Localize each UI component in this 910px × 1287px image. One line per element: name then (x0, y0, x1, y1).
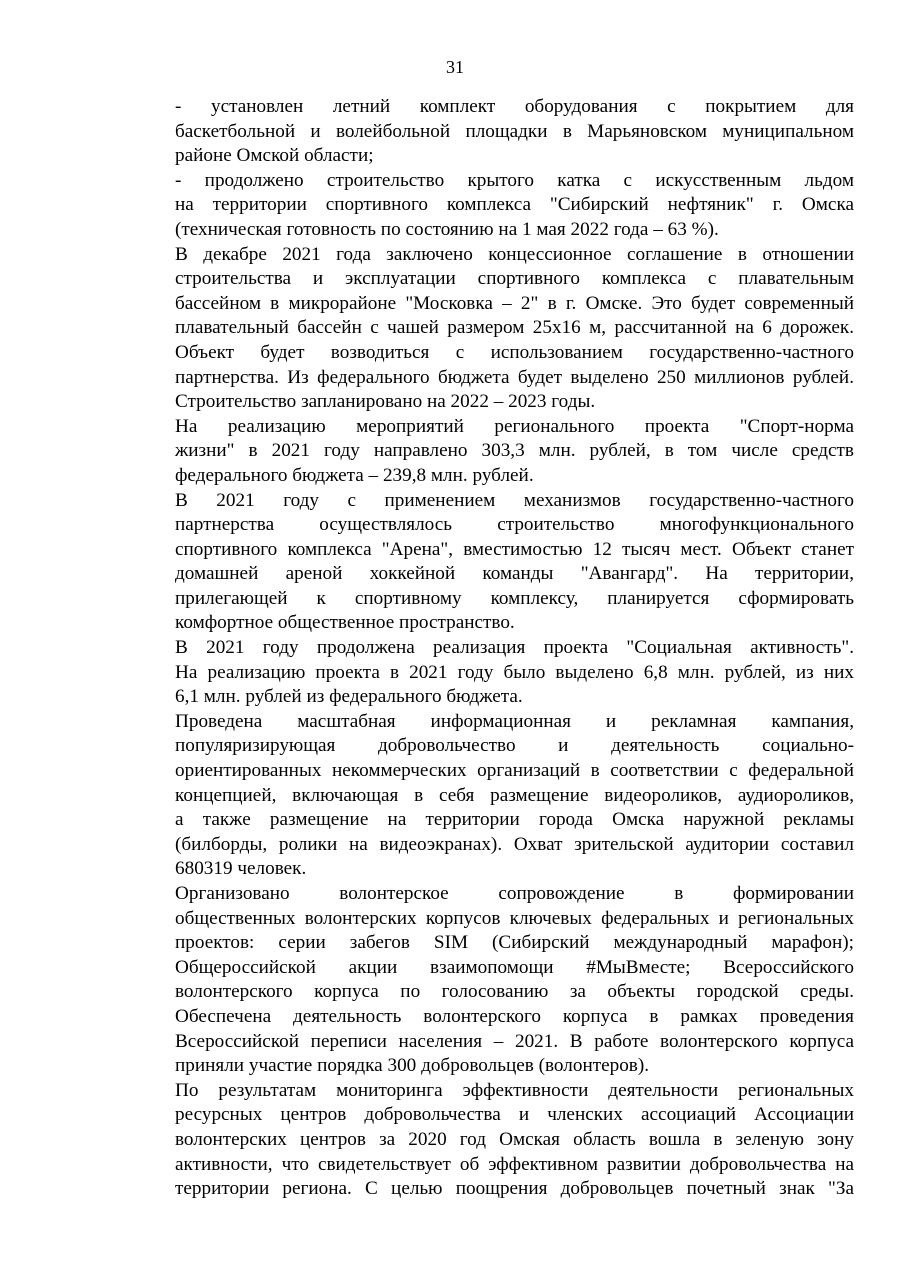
text-line: бассейном в микрорайоне "Московка – 2" в г. Омске. Это будет современный (175, 292, 854, 314)
paragraph (122, 1079, 854, 1202)
text-line: активности, что свидетельствует об эффективном развитии добровольчества на (175, 1153, 854, 1175)
text-line: Объект будет возводиться с использованием государственно-частного (175, 341, 854, 363)
paragraph (122, 882, 854, 1079)
text-line: спортивного комплекса "Арена", вместимостью 12 тысяч мест. Объект станет (175, 538, 854, 560)
text-line: В 2021 году продолжена реализация проекта "Социальная активность". (175, 637, 854, 659)
text-line: 680319 человек. (175, 858, 307, 880)
text-line: партнерства осуществлялось строительство многофункционального (175, 514, 854, 536)
text-line: домашней ареной хоккейной команды "Авангард". На территории, (175, 563, 854, 585)
text-line: В декабре 2021 года заключено концессионное соглашение в отношении (175, 243, 854, 265)
paragraph (122, 489, 854, 637)
text-line: В 2021 году с применением механизмов государственно-частного (175, 489, 854, 511)
text-line: общественных волонтерских корпусов ключевых федеральных и региональных (175, 907, 854, 929)
text-line: строительства и эксплуатации спортивного комплекса с плавательным (175, 268, 854, 290)
text-line: а также размещение на территории города Омска наружной рекламы (175, 809, 854, 831)
text-line: ресурсных центров добровольчества и членских ассоциаций Ассоциации (175, 1104, 854, 1126)
text-line: ориентированных некоммерческих организаций в соответствии с федеральной (175, 760, 854, 782)
text-line: на территории спортивного комплекса "Сибирский нефтяник" г. Омска (175, 194, 854, 216)
paragraph (122, 636, 854, 710)
text-line: прилегающей к спортивному комплексу, планируется сформировать (175, 587, 854, 609)
paragraph (122, 243, 854, 415)
text-line: приняли участие порядка 300 добровольцев (волонтеров). (175, 1055, 650, 1077)
paragraph (122, 95, 854, 169)
text-line: Проведена масштабная информационная и рекламная кампания, (175, 710, 854, 732)
text-line: жизни" в 2021 году направлено 303,3 млн. рублей, в том числе средств (175, 440, 854, 462)
page-number: 31 (446, 57, 464, 77)
text-line: Обеспечена деятельность волонтерского корпуса в рамках проведения (175, 1005, 854, 1027)
paragraph (122, 169, 854, 243)
text-line: По результатам мониторинга эффективности деятельности региональных (175, 1079, 854, 1101)
text-line: баскетбольной и волейбольной площадки в Марьяновском муниципальном (175, 120, 854, 142)
text-line: районе Омской области; (175, 145, 374, 167)
text-line: Общероссийской акции взаимопомощи #МыВместе; Всероссийского (175, 956, 854, 978)
text-line: проектов: серии забегов SIM (Сибирский международный марафон); (175, 932, 854, 954)
text-line: территории региона. С целью поощрения добровольцев почетный знак "За (175, 1178, 854, 1200)
text-line: плавательный бассейн с чашей размером 25х16 м, рассчитанной на 6 дорожек. (175, 317, 854, 339)
paragraph (122, 415, 854, 489)
paragraph (122, 710, 854, 882)
text-line: (техническая готовность по состоянию на 1 мая 2022 года – 63 %). (175, 218, 719, 240)
text-line: Всероссийской переписи населения – 2021. В работе волонтерского корпуса (175, 1030, 854, 1052)
text-line: - установлен летний комплект оборудования с покрытием для (175, 96, 854, 117)
text-line: партнерства. Из федерального бюджета будет выделено 250 миллионов рублей. (175, 366, 854, 388)
text-line: - продолжено строительство крытого катка с искусственным льдом (175, 169, 854, 191)
text-line: волонтерских центров за 2020 год Омская область вошла в зеленую зону (175, 1128, 854, 1150)
text-line: концепцией, включающая в себя размещение видеороликов, аудиороликов, (175, 784, 854, 806)
text-line: волонтерского корпуса по голосованию за объекты городской среды. (175, 981, 854, 1003)
text-line: На реализацию проекта в 2021 году было выделено 6,8 млн. рублей, из них (175, 661, 854, 683)
text-line: популяризирующая добровольчество и деятельность социально- (175, 735, 854, 757)
text-line: Строительство запланировано на 2022 – 2023 годы. (175, 391, 596, 413)
text-line: 6,1 млн. рублей из федерального бюджета. (175, 686, 523, 708)
document-body (122, 95, 854, 1202)
text-line: комфортное общественное пространство. (175, 612, 515, 634)
text-line: На реализацию мероприятий регионального проекта "Спорт-норма (175, 415, 854, 437)
text-line: федерального бюджета – 239,8 млн. рублей. (175, 464, 534, 486)
text-line: Организовано волонтерское сопровождение в формировании (175, 883, 854, 904)
text-line: (билборды, ролики на видеоэкранах). Охват зрительской аудитории составил (175, 833, 854, 855)
